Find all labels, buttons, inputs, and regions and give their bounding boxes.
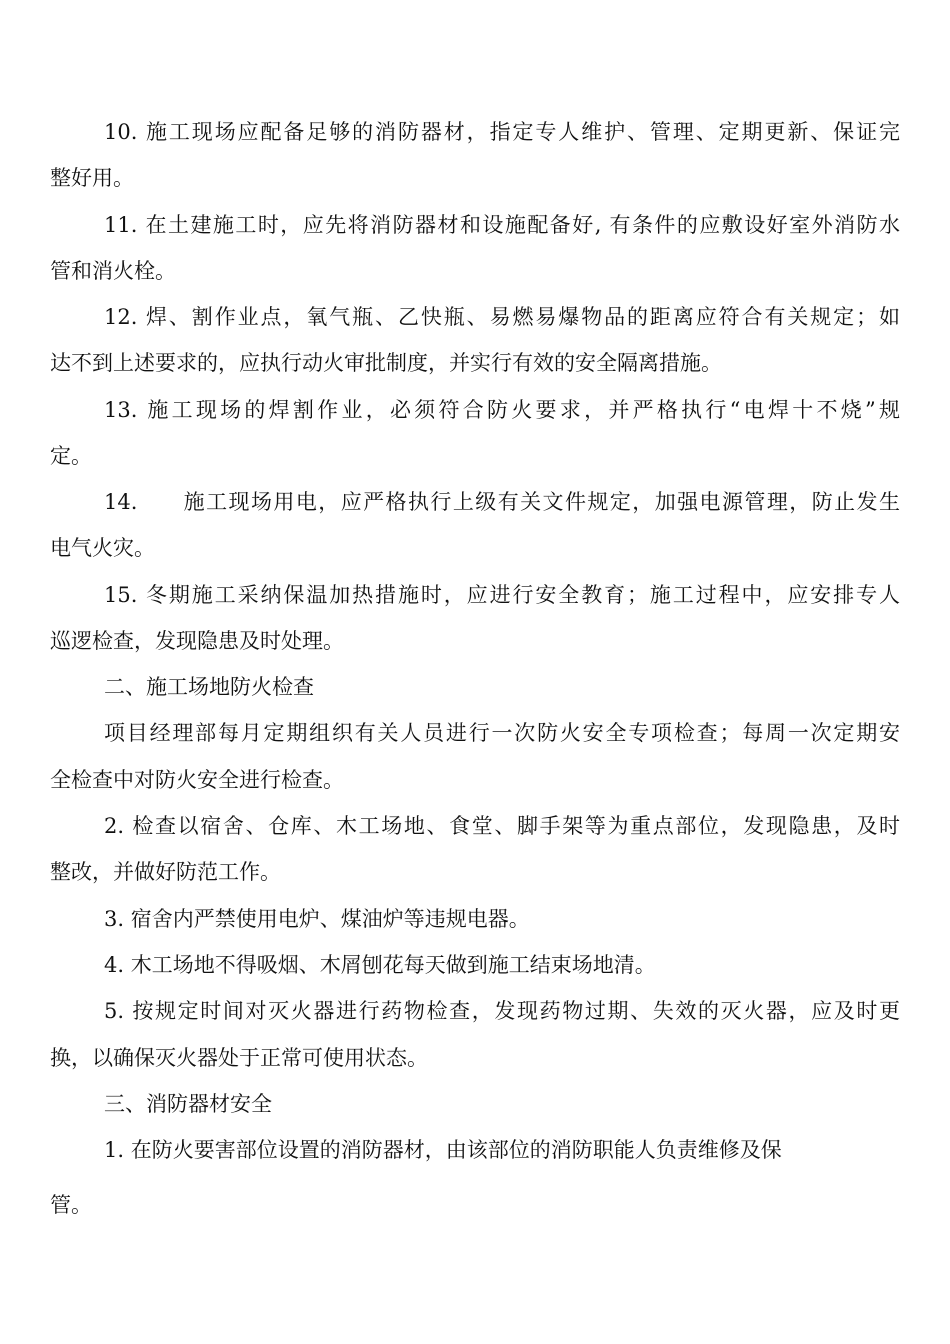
paragraph-inspection-line-1: 项目经理部每月定期组织有关人员进行一次防火安全专项检查；每周一次定期安 bbox=[104, 721, 900, 745]
paragraph-12-line-2: 达不到上述要求的，应执行动火审批制度，并实行有效的安全隔离措施。 bbox=[50, 351, 722, 375]
paragraph-2-line-2: 整改，并做好防范工作。 bbox=[50, 860, 281, 884]
paragraph-11-line-1: 11. 在土建施工时，应先将消防器材和设施配备好, 有条件的应敷设好室外消防水 bbox=[104, 213, 900, 237]
paragraph-10-line-1: 10. 施工现场应配备足够的消防器材，指定专人维护、管理、定期更新、保证完 bbox=[104, 120, 900, 144]
paragraph-1-line-2: 管。 bbox=[50, 1193, 92, 1217]
paragraph-15-line-2: 巡逻检查，发现隐患及时处理。 bbox=[50, 629, 344, 653]
paragraph-4: 4. 木工场地不得吸烟、木屑刨花每天做到施工结束场地清。 bbox=[104, 953, 656, 977]
paragraph-15-line-1: 15. 冬期施工采纳保温加热措施时，应进行安全教育；施工过程中，应安排专人 bbox=[104, 583, 900, 607]
section-heading-3: 三、消防器材安全 bbox=[104, 1092, 272, 1116]
paragraph-13-line-1: 13. 施工现场的焊割作业，必须符合防火要求，并严格执行“电焊十不烧”规 bbox=[104, 398, 900, 422]
paragraph-5-line-2: 换，以确保灭火器处于正常可使用状态。 bbox=[50, 1046, 428, 1070]
paragraph-5-line-1: 5. 按规定时间对灭火器进行药物检查，发现药物过期、失效的灭火器，应及时更 bbox=[104, 999, 900, 1023]
paragraph-14-line-1: 14. 施工现场用电，应严格执行上级有关文件规定，加强电源管理，防止发生 bbox=[104, 490, 900, 514]
paragraph-1-line-1: 1. 在防火要害部位设置的消防器材，由该部位的消防职能人负责维修及保 bbox=[104, 1138, 782, 1162]
paragraph-2-line-1: 2. 检查以宿舍、仓库、木工场地、食堂、脚手架等为重点部位，发现隐患，及时 bbox=[104, 814, 900, 838]
paragraph-10-line-2: 整好用。 bbox=[50, 166, 134, 190]
paragraph-inspection-line-2: 全检查中对防火安全进行检查。 bbox=[50, 768, 344, 792]
paragraph-14-line-2: 电气火灾。 bbox=[50, 536, 155, 560]
paragraph-12-line-1: 12. 焊、割作业点，氧气瓶、乙快瓶、易燃易爆物品的距离应符合有关规定；如 bbox=[104, 305, 900, 329]
paragraph-13-line-2: 定。 bbox=[50, 444, 92, 468]
section-heading-2: 二、施工场地防火检查 bbox=[104, 675, 314, 699]
paragraph-3: 3. 宿舍内严禁使用电炉、煤油炉等违规电器。 bbox=[104, 907, 530, 931]
paragraph-11-line-2: 管和消火栓。 bbox=[50, 259, 176, 283]
